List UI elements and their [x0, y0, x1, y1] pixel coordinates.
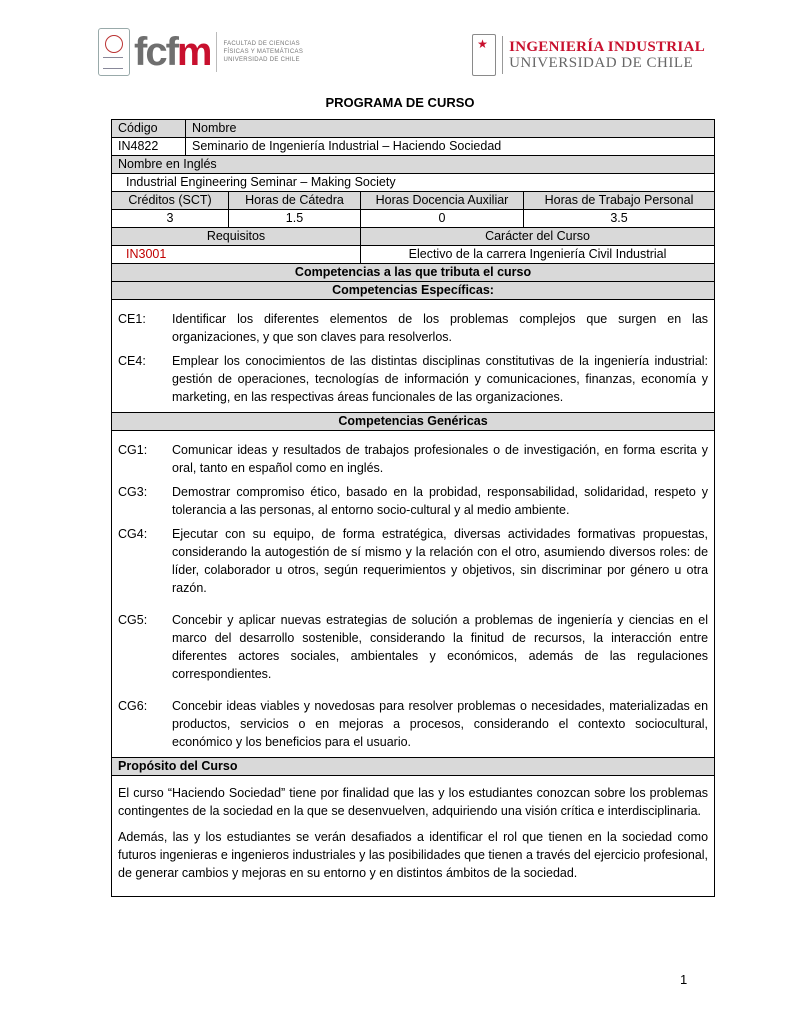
table-row — [112, 120, 715, 138]
hours-header: Créditos (SCT) — [112, 192, 229, 210]
list-item — [118, 483, 708, 519]
table-row — [112, 228, 715, 246]
logo-line-1: INGENIERÍA INDUSTRIAL — [509, 39, 705, 55]
table-row — [112, 282, 715, 300]
competency-text: Ejecutar con su equipo, de forma estratégica, diversas actividades formativas propuestas, considerando la autogestión de sí mismo y la relación con el otro, asumiendo diversos roles: de líder, colaborador u otros, según requerimientos y objetivos, sin discriminar por género u otra razón. — [172, 527, 709, 595]
uchile-seal-icon — [472, 34, 496, 76]
competency-text: Identificar los diferentes elementos de los problemas complejos que surgen en las organizaciones, y que son claves para resolverlos. — [172, 312, 709, 344]
table-row — [112, 156, 715, 174]
hours-value: 1.5 — [229, 210, 361, 228]
table-row — [112, 758, 715, 776]
list-item — [118, 525, 708, 597]
generic-competencies-list — [112, 431, 715, 758]
purpose-body — [112, 776, 715, 897]
hours-header: Horas de Cátedra — [229, 192, 361, 210]
competency-code: CG1: — [118, 443, 148, 457]
purpose-title: Propósito del Curso — [112, 758, 715, 776]
competency-text: Comunicar ideas y resultados de trabajos profesionales o de investigación, en forma escrita y oral, tanto en español como en inglés. — [172, 443, 709, 475]
fcfm-wordmark: fcfm — [134, 30, 211, 74]
table-row — [112, 192, 715, 210]
course-program-table — [111, 119, 715, 897]
fcfm-logo — [98, 24, 303, 80]
competencies-title: Competencias a las que tributa el curso — [112, 264, 715, 282]
requirements-label: Requisitos — [112, 228, 361, 246]
table-row — [112, 300, 715, 413]
competency-text: Concebir ideas viables y novedosas para resolver problemas o necesidades, materializadas en productos, servicios o en mejoras a procesos, considerando el contexto sociocultural, económico y los beneficios para el usuario. — [172, 699, 709, 749]
purpose-paragraph: Además, las y los estudiantes se verán desafiados a identificar el rol que tienen en la sociedad como futuros ingenieras e ingenieros industriales y las posibilidades que tienen a través del ejercicio profesional, de generar cambios y mejoras en su entorno y en distintos ámbitos de la sociedad. — [118, 830, 709, 880]
fcfm-faculty-text: FACULTAD DE CIENCIAS FÍSICAS Y MATEMÁTICAS UNIVERSIDAD DE CHILE — [223, 41, 304, 63]
competency-code: CE4: — [118, 354, 146, 368]
hours-value: 0 — [361, 210, 524, 228]
page-title: PROGRAMA DE CURSO — [325, 95, 475, 110]
hours-header: Horas Docencia Auxiliar — [361, 192, 524, 210]
competency-text: Demostrar compromiso ético, basado en la probidad, responsabilidad, solidaridad, respeto y tolerancia a las personas, al entorno socio-cultural y al medio ambiente. — [172, 485, 709, 517]
logo-divider — [502, 36, 503, 74]
logo-line-2: UNIVERSIDAD DE CHILE — [509, 55, 694, 71]
competency-code: CE1: — [118, 312, 146, 326]
name-label: Nombre — [186, 120, 715, 138]
generic-competencies-title: Competencias Genéricas — [112, 413, 715, 431]
competency-text: Concebir y aplicar nuevas estrategias de solución a problemas de ingeniería y ciencias en el marco del desarrollo sostenible, considerando la finitud de recursos, la interacción entre diferentes actores sociales, ambientales y económicos, además de las regulaciones correspondientes. — [172, 613, 709, 681]
hours-value: 3.5 — [524, 210, 715, 228]
specific-competencies-title: Competencias Específicas: — [112, 282, 715, 300]
fcfm-seal-icon — [98, 28, 130, 76]
logo-divider — [216, 32, 217, 72]
list-item — [118, 352, 708, 406]
purpose-paragraph: El curso “Haciendo Sociedad” tiene por finalidad que las y los estudiantes conozcan sobre los problemas contingentes de la sociedad en la que se desenvuelven, adquiriendo una visión crítica e interdisciplinaria. — [118, 786, 709, 818]
competency-text: Emplear los conocimientos de las distintas disciplinas constitutivas de la ingeniería industrial: gestión de operaciones, tecnologías de información y comunicaciones, finanzas, economía y marketing, en las respectivas áreas funcionales de las organizaciones. — [172, 354, 709, 404]
hours-value: 3 — [112, 210, 229, 228]
competency-code: CG5: — [118, 613, 148, 627]
course-name: Seminario de Ingeniería Industrial – Haciendo Sociedad — [186, 138, 715, 156]
table-row — [112, 776, 715, 897]
specific-competencies-list — [112, 300, 715, 413]
table-row — [112, 210, 715, 228]
competency-code: CG3: — [118, 485, 148, 499]
table-row — [112, 431, 715, 758]
code-label: Código — [112, 120, 186, 138]
table-row — [112, 264, 715, 282]
hours-header: Horas de Trabajo Personal — [524, 192, 715, 210]
list-item — [118, 697, 708, 751]
list-item — [118, 310, 708, 346]
table-row — [112, 413, 715, 431]
requirement-value: IN3001 — [112, 246, 361, 264]
english-name: Industrial Engineering Seminar – Making Society — [112, 174, 715, 192]
table-row — [112, 174, 715, 192]
character-label: Carácter del Curso — [361, 228, 715, 246]
competency-code: CG6: — [118, 699, 148, 713]
list-item — [118, 611, 708, 683]
table-row — [112, 246, 715, 264]
table-row — [112, 138, 715, 156]
ingenieria-industrial-logo — [472, 34, 705, 76]
character-value: Electivo de la carrera Ingeniería Civil Industrial — [361, 246, 715, 264]
english-name-label: Nombre en Inglés — [112, 156, 715, 174]
course-code: IN4822 — [112, 138, 186, 156]
competency-code: CG4: — [118, 527, 148, 541]
page-number: 1 — [680, 972, 688, 987]
list-item — [118, 441, 708, 477]
